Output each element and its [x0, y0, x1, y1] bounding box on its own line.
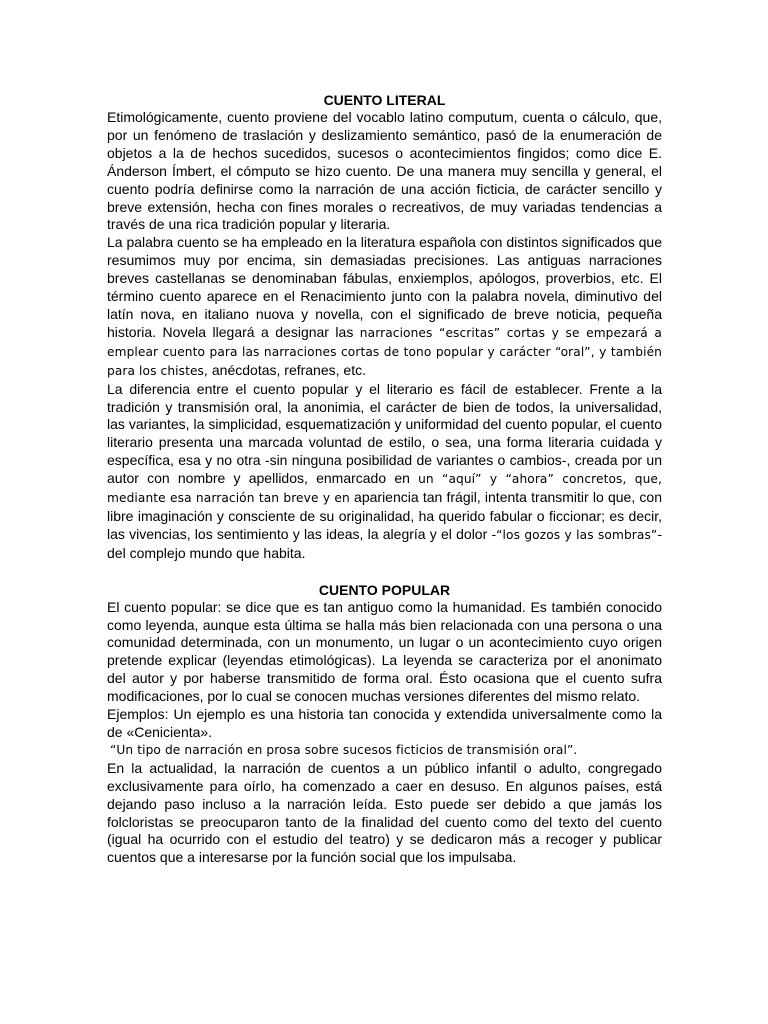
text-segment-aqui-ahora: un “aquí” y “ahora” concretos, que, mediante esa narración tan breve y en — [107, 472, 662, 506]
document-page — [107, 91, 662, 867]
text-segment: anécdotas, refranes, etc. — [208, 361, 366, 378]
text-segment-narraciones: narraciones “escritas” cortas y se empezará a emplear cuento para las narraciones cortas de tono popular y carácter “oral”, y también para los chistes, — [107, 325, 662, 378]
section-spacer — [107, 563, 662, 581]
text-segment: La palabra cuento se ha empleado en la literatura española con distintos significados que resumimos muy por encima, sin demasiadas precisiones. Las antiguas narraciones breves castellanas se denominaban fábulas, enxiemplos, apólogos, proverbios, etc. El término cuento aparece en el Renacimiento junto con la palabra novela, diminutivo del latín nova, en italiano nuova y novella, con el significado de breve noticia, pequeña historia. Novela llegará a designar las — [107, 234, 662, 340]
section-title-cuento-popular: CUENTO POPULAR — [318, 581, 451, 598]
text-segment: apariencia tan frágil, intenta transmitir lo que, con libre imaginación y consciente de su originalidad, ha querido fabular o ficcionar; es decir, las vivencias, los sentimiento y las ideas, la alegría y el dolor - — [107, 489, 662, 542]
quote-definition: “Un tipo de narración en prosa sobre sucesos ficticios de transmisión oral”. — [110, 742, 578, 757]
paragraph-actualidad: En la actualidad, la narración de cuentos a un público infantil o adulto, congregado exclusivamente para oírlo, ha comenzado a caer en desuso. En algunos países, está dejando paso incluso a la narración leída. Esto puede ser debido a que jamás los folcloristas se preocuparon tanto de la finalidad del cuento como del texto del cuento (igual ha ocurrido con el estudio del teatro) y se dedicaron más a recoger y publicar cuentos que a interesarse por la función social que los impulsaba. — [107, 759, 662, 866]
paragraph-palabra-cuento — [107, 234, 662, 380]
paragraph-cuento-popular: El cuento popular: se dice que es tan antiguo como la humanidad. Es también conocido como leyenda, aunque esta última se halla más bien relacionada con una persona o una comunidad determinada, con un monumento, un lugar o un acontecimiento cuyo origen pretende explicar (leyendas etimológicas). La leyenda se caracteriza por el anonimato del autor y por haberse transmitido de forma oral. Ésto ocasiona que el cuento sufra modificaciones, por lo cual se conocen muchas versiones diferentes del mismo relato. — [107, 598, 662, 705]
section-title-cuento-literal: CUENTO LITERAL — [323, 92, 446, 108]
paragraph-diferencia — [107, 381, 662, 563]
text-segment: La diferencia entre el cuento popular y el literario es fácil de establecer. Frente a la tradición y transmisión oral, la anonimia, el carácter de bien de todos, la universalidad, las variantes, la simplicidad, esquematización y uniformidad del cuento popular, el cuento literario presenta una marcada voluntad de estilo, o sea, una forma literaria cuidada y específica, esa y no otra -sin ninguna posibilidad de variantes o cambios-, creada por un autor con nombre y apellidos, enmarcado en — [107, 380, 662, 487]
text-segment-gozos-sombras: “los gozos y las sombras” — [496, 527, 658, 542]
paragraph-etimologia: Etimológicamente, cuento proviene del vocablo latino computum, cuenta o cálculo, que, por un fenómeno de traslación y deslizamiento semántico, pasó de la enumeración de objetos a la de hechos sucedidos, sucesos o acontecimientos fingidos; como dice E. Ánderson Ímbert, el cómputo se hizo cuento. De una manera muy sencilla y general, el cuento podría definirse como la narración de una acción ficticia, de carácter sencillo y breve extensión, hecha con fines morales o recreativos, de muy variadas tendencias a través de una rica tradición popular y literaria. — [107, 109, 662, 233]
text-segment: - del complejo mundo que habita. — [107, 525, 663, 561]
paragraph-ejemplos: Ejemplos: Un ejemplo es una historia tan conocida y extendida universalmente como la de «Cenicienta». — [107, 706, 662, 740]
